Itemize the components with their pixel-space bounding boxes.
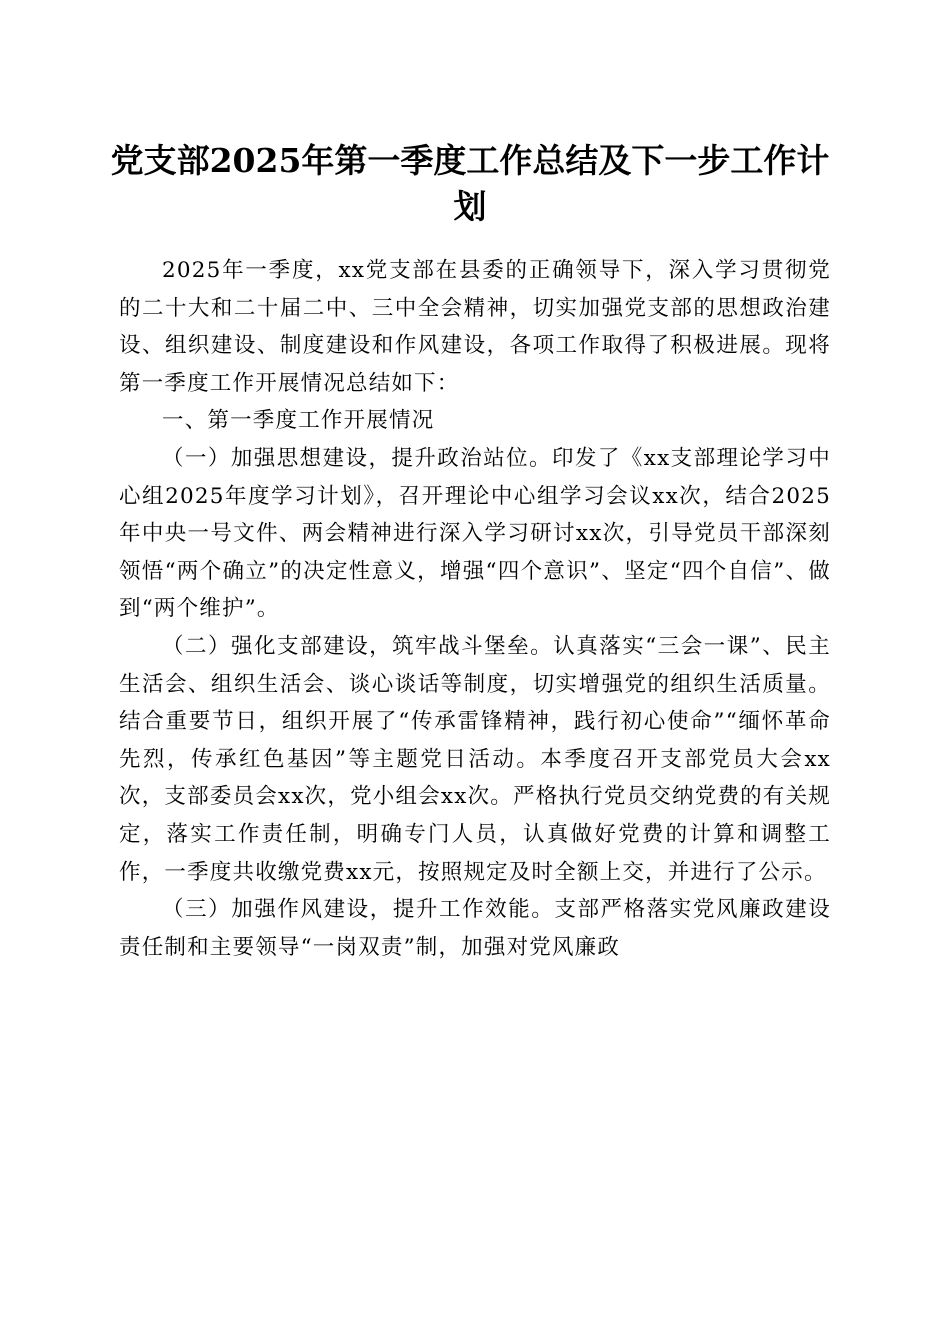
item-3-title: （三）加强作风建设，提升工作效能。 (162, 897, 555, 923)
item-3-body: 支部严格落实党风廉政建设责任制和主要领导“一岗双责”制，加强对党风廉政 (119, 897, 831, 960)
section-heading: 一、第一季度工作开展情况 (162, 408, 435, 434)
item-1-title: （一）加强思想建设，提升政治站位。 (162, 445, 552, 471)
item-2-paragraph (119, 628, 831, 891)
item-1-paragraph (119, 440, 831, 628)
intro-paragraph: 2025年一季度，xx党支部在县委的正确领导下，深入学习贯彻党的二十大和二十届二中、三中全会精神，切实加强党支部的思想政治建设、组织建设、制度建设和作风建设，各项工作取得了积极进展。现将第一季度工作开展情况总结如下： (119, 258, 831, 396)
item-2-title: （二）强化支部建设，筑牢战斗堡垒。 (162, 633, 554, 659)
document-title: 党支部2025年第一季度工作总结及下一步工作计划 (110, 141, 830, 226)
item-1-body: 印发了《xx支部理论学习中心组2025年度学习计划》，召开理论中心组学习会议xx次，结合2025年中央一号文件、两会精神进行深入学习研讨xx次，引导党员干部深刻领悟“两个确立”的决定性意义，增强“四个意识”、坚定“四个自信”、做到“两个维护”。 (119, 445, 831, 622)
item-2-body: 认真落实“三会一课”、民主生活会、组织生活会、谈心谈话等制度，切实增强党的组织生活质量。结合重要节日，组织开展了“传承雷锋精神，践行初心使命”“缅怀革命先烈，传承红色基因”等主题党日活动。本季度召开支部党员大会xx次，支部委员会xx次，党小组会xx次。严格执行党员交纳党费的有关规定，落实工作责任制，明确专门人员，认真做好党费的计算和调整工作，一季度共收缴党费xx元，按照规定及时全额上交，并进行了公示。 (119, 633, 831, 885)
document-body (119, 252, 831, 966)
item-3-paragraph (119, 891, 831, 966)
